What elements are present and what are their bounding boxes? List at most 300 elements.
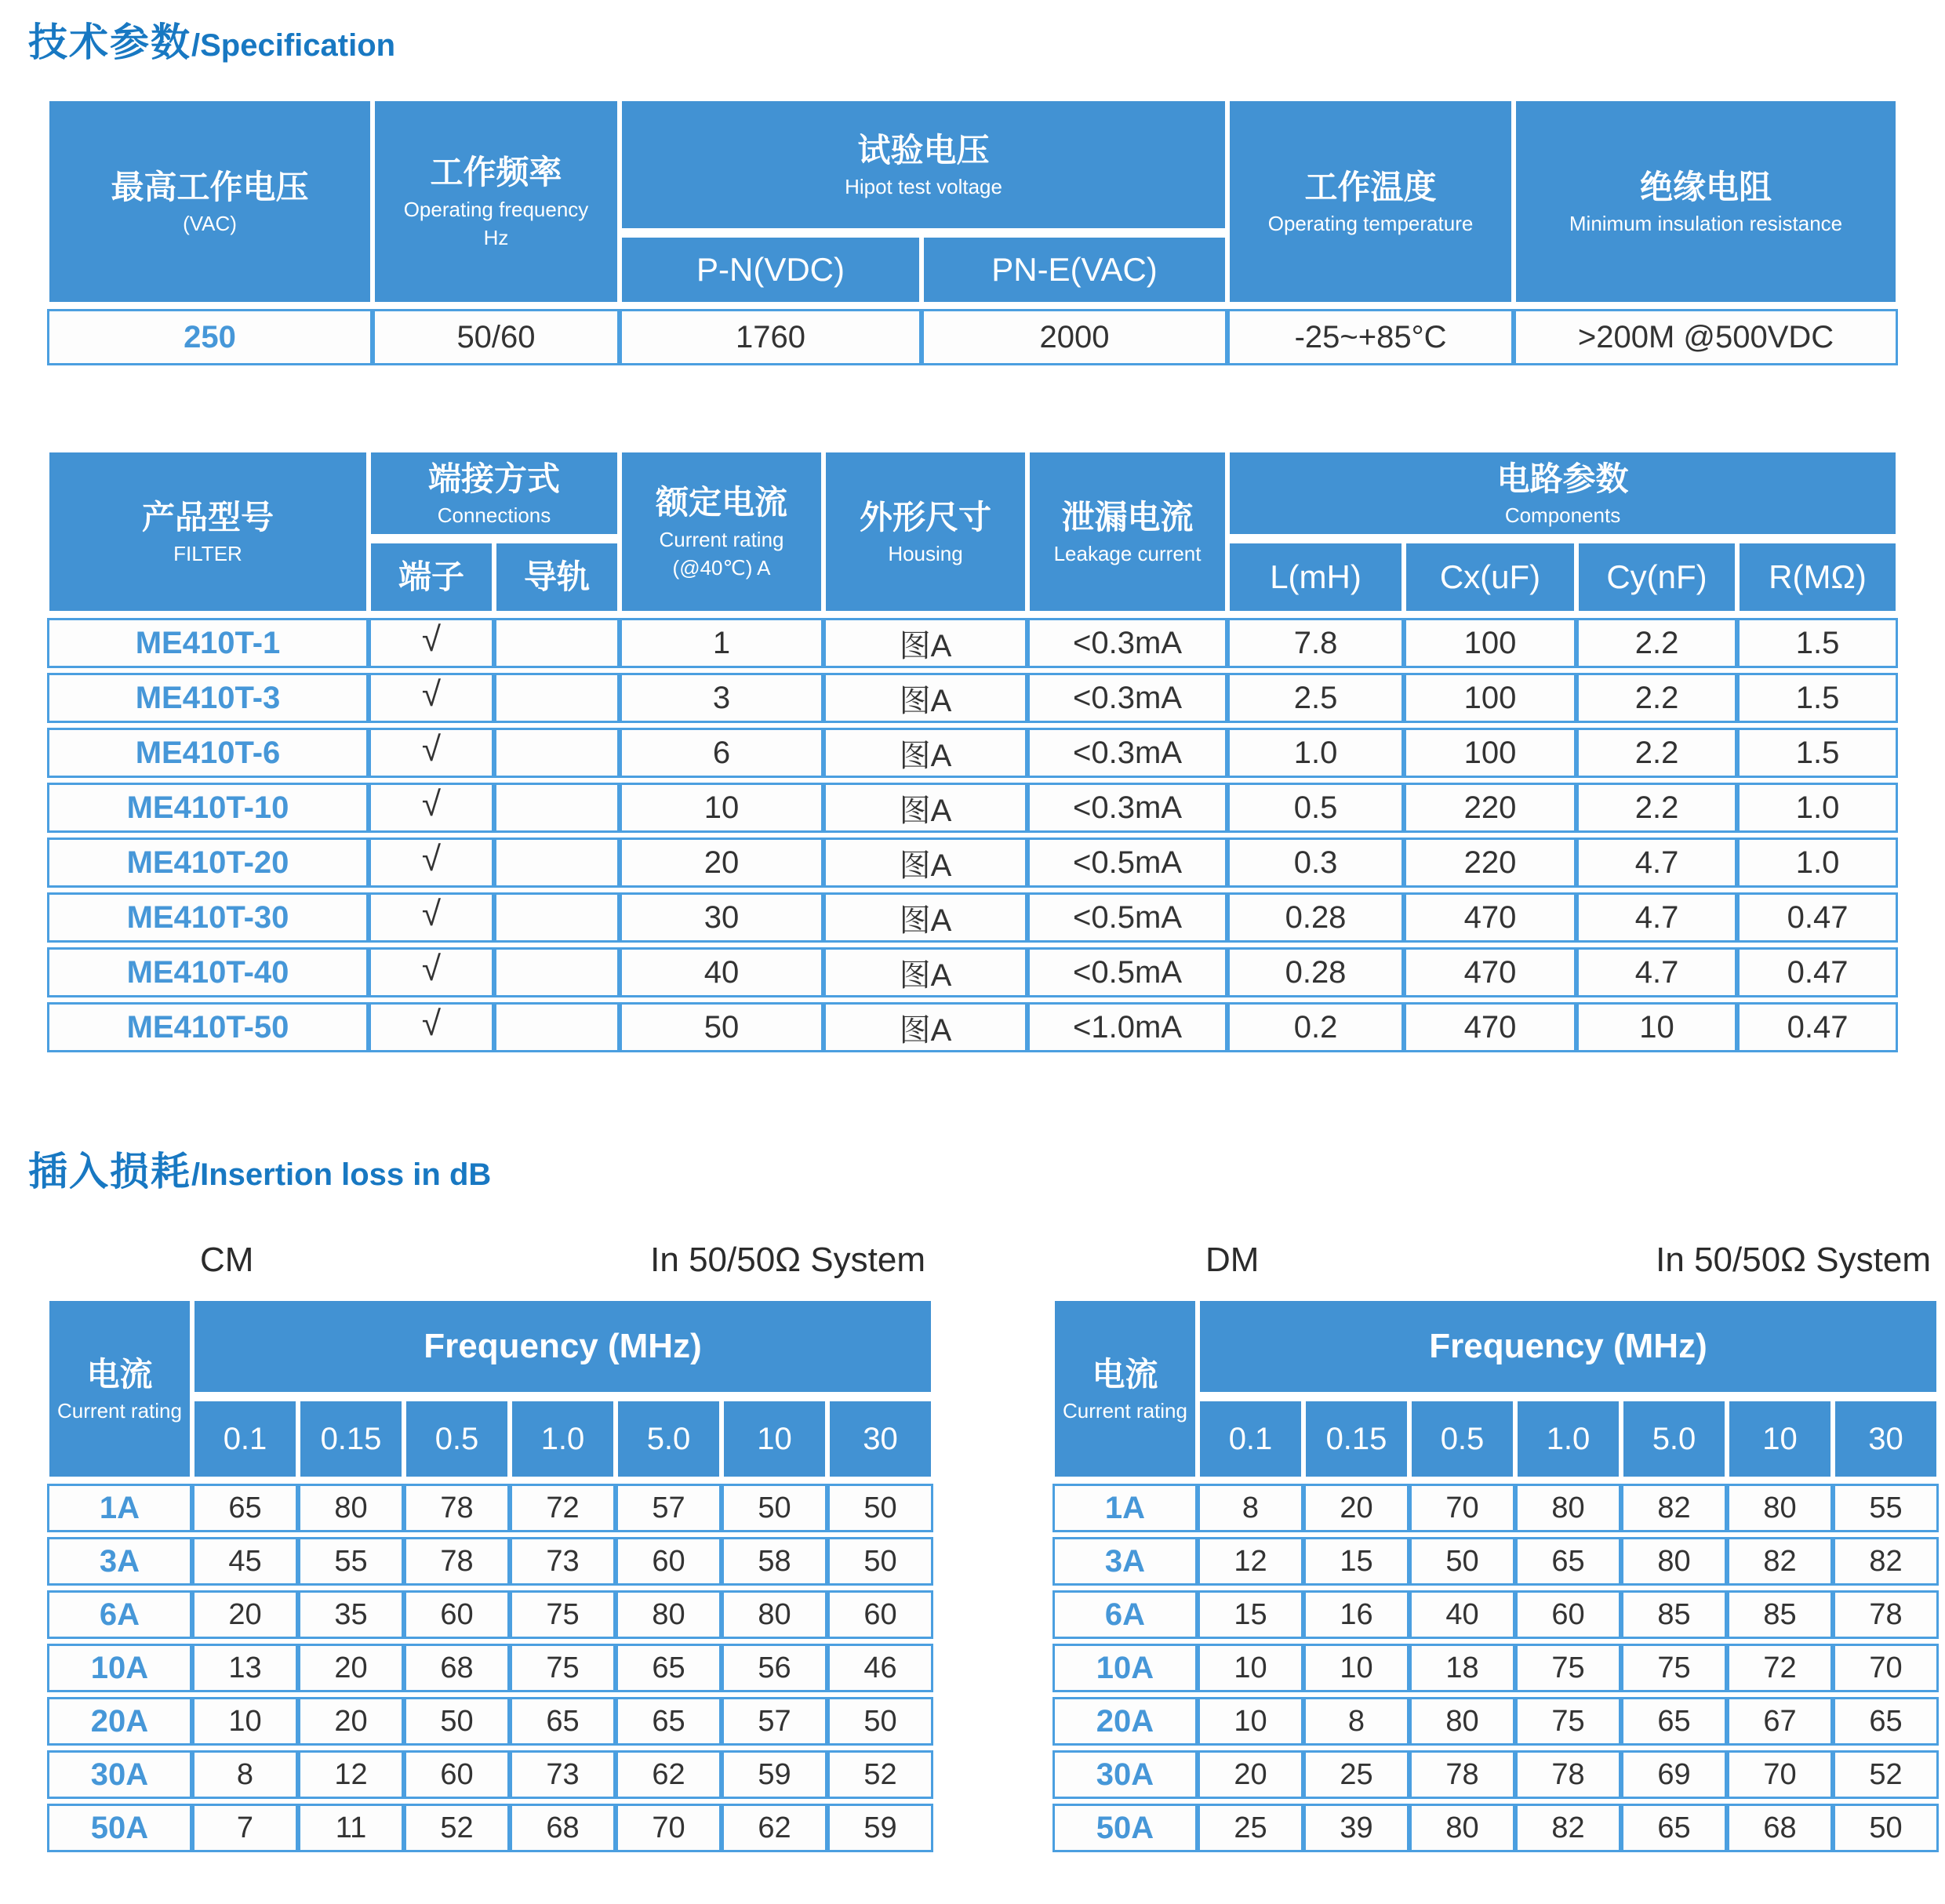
value-cell: 4.7 — [1576, 892, 1737, 943]
value-cell: <0.3mA — [1027, 673, 1227, 723]
value-cell: 0.2 — [1227, 1002, 1404, 1052]
value-cell: 68 — [404, 1644, 510, 1692]
model-table — [47, 445, 1898, 1057]
cm-freq-0.5: 0.5 — [404, 1399, 510, 1479]
value-cell: 75 — [510, 1590, 616, 1639]
table-row — [47, 728, 1898, 778]
value-cell: 2000 — [922, 309, 1227, 365]
value-cell: 78 — [1833, 1590, 1939, 1639]
insulation-header — [1514, 99, 1898, 304]
value-cell: 2.5 — [1227, 673, 1404, 723]
value-cell: 82 — [1727, 1537, 1833, 1586]
rail-header: 导轨 — [494, 541, 620, 613]
row-label-cell: 10A — [1052, 1644, 1198, 1692]
value-cell: 52 — [1833, 1750, 1939, 1799]
row-label-cell: 20A — [1052, 1697, 1198, 1746]
cm-table — [47, 1294, 933, 1857]
row-label-cell: 6A — [47, 1590, 192, 1639]
value-cell: 图A — [823, 892, 1027, 943]
value-cell: √ — [369, 1002, 494, 1052]
value-cell — [494, 947, 620, 997]
value-cell: 59 — [722, 1750, 827, 1799]
dm-freq-10: 10 — [1727, 1399, 1833, 1479]
value-cell: 0.47 — [1737, 947, 1898, 997]
table-row — [1052, 1804, 1939, 1852]
table-row — [1052, 1750, 1939, 1799]
value-cell: 11 — [298, 1804, 404, 1852]
value-cell: 0.28 — [1227, 947, 1404, 997]
terminal-header: 端子 — [369, 541, 494, 613]
row-label-cell: ME410T-1 — [47, 618, 369, 668]
value-cell: √ — [369, 892, 494, 943]
insertion-title-en: /Insertion loss in dB — [191, 1157, 492, 1192]
dm-label: DM — [1205, 1241, 1260, 1279]
value-cell: 78 — [404, 1484, 510, 1532]
value-cell: 52 — [404, 1804, 510, 1852]
row-label-cell: ME410T-3 — [47, 673, 369, 723]
value-cell: 图A — [823, 783, 1027, 833]
spec-title-zh: 技术参数 — [28, 20, 191, 64]
value-cell: 62 — [722, 1804, 827, 1852]
row-label-cell: 1A — [47, 1484, 192, 1532]
table-row — [1052, 1590, 1939, 1639]
row-label-cell: 250 — [47, 309, 373, 365]
model-zh: 产品型号 — [141, 498, 274, 536]
value-cell: 图A — [823, 618, 1027, 668]
insulation-zh: 绝缘电阻 — [1640, 168, 1772, 205]
value-cell: 10 — [1198, 1697, 1303, 1746]
value-cell: 18 — [1409, 1644, 1515, 1692]
table-row — [47, 783, 1898, 833]
model-header — [47, 450, 369, 613]
row-label-cell: ME410T-40 — [47, 947, 369, 997]
value-cell — [494, 673, 620, 723]
row-label-cell: ME410T-6 — [47, 728, 369, 778]
housing-header — [823, 450, 1027, 613]
value-cell: 470 — [1404, 1002, 1576, 1052]
value-cell: 2.2 — [1576, 783, 1737, 833]
value-cell: 50/60 — [373, 309, 620, 365]
value-cell: >200M @500VDC — [1514, 309, 1898, 365]
value-cell: 8 — [1198, 1484, 1303, 1532]
dm-table — [1052, 1294, 1939, 1857]
cm-caption — [47, 1241, 933, 1280]
value-cell: 60 — [404, 1590, 510, 1639]
max-voltage-zh: 最高工作电压 — [111, 168, 309, 205]
value-cell: 15 — [1303, 1537, 1409, 1586]
value-cell: 68 — [510, 1804, 616, 1852]
value-cell: 57 — [616, 1484, 722, 1532]
value-cell: <1.0mA — [1027, 1002, 1227, 1052]
value-cell — [494, 783, 620, 833]
value-cell: <0.3mA — [1027, 728, 1227, 778]
value-cell: 68 — [1727, 1804, 1833, 1852]
value-cell: 0.3 — [1227, 838, 1404, 888]
value-cell: 图A — [823, 947, 1027, 997]
table-row — [1052, 1697, 1939, 1746]
value-cell: 50 — [827, 1484, 933, 1532]
hipot-pne-vac-header: PN-E(VAC) — [922, 235, 1227, 304]
table-row — [47, 892, 1898, 943]
housing-zh: 外形尺寸 — [860, 498, 992, 536]
hipot-header — [620, 99, 1227, 231]
value-cell: 65 — [1833, 1697, 1939, 1746]
hipot-en: Hipot test voltage — [845, 175, 1002, 198]
row-label-cell: 30A — [47, 1750, 192, 1799]
value-cell: 20 — [1303, 1484, 1409, 1532]
temperature-zh: 工作温度 — [1304, 168, 1437, 205]
value-cell: 80 — [1621, 1537, 1727, 1586]
components-en: Components — [1504, 503, 1621, 527]
comp-cy-header: Cy(nF) — [1576, 541, 1737, 613]
value-cell: 73 — [510, 1750, 616, 1799]
insulation-en: Minimum insulation resistance — [1569, 212, 1843, 235]
table-row — [47, 1750, 933, 1799]
dm-current-header — [1052, 1299, 1198, 1479]
value-cell: 78 — [1409, 1750, 1515, 1799]
value-cell: 58 — [722, 1537, 827, 1586]
value-cell: 75 — [1621, 1644, 1727, 1692]
value-cell: 0.5 — [1227, 783, 1404, 833]
cm-current-header — [47, 1299, 192, 1479]
value-cell: 40 — [1409, 1590, 1515, 1639]
value-cell: √ — [369, 673, 494, 723]
model-en: FILTER — [173, 542, 242, 565]
cm-freq-5.0: 5.0 — [616, 1399, 722, 1479]
cm-freq-10: 10 — [722, 1399, 827, 1479]
value-cell: 65 — [1621, 1697, 1727, 1746]
value-cell: 25 — [1303, 1750, 1409, 1799]
value-cell: 图A — [823, 838, 1027, 888]
value-cell: <0.3mA — [1027, 618, 1227, 668]
value-cell: 8 — [1303, 1697, 1409, 1746]
value-cell: 65 — [192, 1484, 298, 1532]
value-cell: 80 — [1409, 1697, 1515, 1746]
value-cell: 65 — [1621, 1804, 1727, 1852]
value-cell: 60 — [827, 1590, 933, 1639]
value-cell: 8 — [192, 1750, 298, 1799]
frequency-header — [373, 99, 620, 304]
value-cell: 12 — [1198, 1537, 1303, 1586]
value-cell: 10 — [620, 783, 823, 833]
value-cell: 70 — [1833, 1644, 1939, 1692]
value-cell: 82 — [1515, 1804, 1621, 1852]
value-cell: 100 — [1404, 673, 1576, 723]
value-cell: 70 — [616, 1804, 722, 1852]
table-row — [47, 838, 1898, 888]
value-cell: √ — [369, 618, 494, 668]
dm-block — [1052, 1241, 1939, 1857]
value-cell — [494, 892, 620, 943]
value-cell: <0.3mA — [1027, 783, 1227, 833]
value-cell: 50 — [827, 1697, 933, 1746]
value-cell — [494, 618, 620, 668]
value-cell: 6 — [620, 728, 823, 778]
dm-freq-5.0: 5.0 — [1621, 1399, 1727, 1479]
value-cell: 60 — [616, 1537, 722, 1586]
value-cell: 67 — [1727, 1697, 1833, 1746]
value-cell: 50 — [404, 1697, 510, 1746]
connections-header — [369, 450, 620, 536]
value-cell: 30 — [620, 892, 823, 943]
row-label-cell: 6A — [1052, 1590, 1198, 1639]
value-cell: 1.5 — [1737, 728, 1898, 778]
value-cell: 470 — [1404, 892, 1576, 943]
cm-block — [47, 1241, 933, 1857]
value-cell: 4.7 — [1576, 838, 1737, 888]
value-cell: 60 — [1515, 1590, 1621, 1639]
value-cell: 75 — [1515, 1644, 1621, 1692]
value-cell: 220 — [1404, 783, 1576, 833]
value-cell: 59 — [827, 1804, 933, 1852]
leakage-zh: 泄漏电流 — [1061, 498, 1194, 536]
value-cell — [494, 728, 620, 778]
value-cell: 100 — [1404, 618, 1576, 668]
table-row — [1052, 1484, 1939, 1532]
cm-freq-30: 30 — [827, 1399, 933, 1479]
max-voltage-unit: (VAC) — [183, 212, 237, 235]
dm-frequency-header: Frequency (MHz) — [1198, 1299, 1939, 1394]
value-cell: 图A — [823, 1002, 1027, 1052]
value-cell: 75 — [510, 1644, 616, 1692]
value-cell: 0.28 — [1227, 892, 1404, 943]
value-cell: 图A — [823, 673, 1027, 723]
value-cell: 78 — [1515, 1750, 1621, 1799]
value-cell: 72 — [510, 1484, 616, 1532]
value-cell: 70 — [1727, 1750, 1833, 1799]
value-cell: 1.0 — [1737, 783, 1898, 833]
value-cell: 1.0 — [1227, 728, 1404, 778]
value-cell: 1.0 — [1737, 838, 1898, 888]
value-cell: 3 — [620, 673, 823, 723]
value-cell: 0.47 — [1737, 1002, 1898, 1052]
value-cell: 55 — [298, 1537, 404, 1586]
value-cell: 82 — [1833, 1537, 1939, 1586]
current-rating-header — [620, 450, 823, 613]
value-cell: √ — [369, 947, 494, 997]
table-row — [47, 947, 1898, 997]
value-cell: 13 — [192, 1644, 298, 1692]
cm-current-zh: 电流 — [86, 1355, 153, 1393]
cm-system-label: In 50/50Ω System — [650, 1241, 925, 1279]
row-label-cell: ME410T-10 — [47, 783, 369, 833]
value-cell: 39 — [1303, 1804, 1409, 1852]
value-cell: 220 — [1404, 838, 1576, 888]
row-label-cell: 50A — [1052, 1804, 1198, 1852]
row-label-cell: 3A — [47, 1537, 192, 1586]
table-row — [47, 1644, 933, 1692]
dm-current-en: Current rating — [1063, 1399, 1187, 1423]
value-cell: 46 — [827, 1644, 933, 1692]
row-label-cell: 10A — [47, 1644, 192, 1692]
cm-freq-1.0: 1.0 — [510, 1399, 616, 1479]
table-row — [47, 1804, 933, 1852]
value-cell: 1.5 — [1737, 673, 1898, 723]
value-cell: 0.47 — [1737, 892, 1898, 943]
value-cell: 65 — [616, 1644, 722, 1692]
comp-cx-header: Cx(uF) — [1404, 541, 1576, 613]
leakage-en: Leakage current — [1053, 542, 1202, 565]
value-cell: 60 — [404, 1750, 510, 1799]
value-cell: -25~+85°C — [1227, 309, 1514, 365]
value-cell: 85 — [1727, 1590, 1833, 1639]
value-cell: 1 — [620, 618, 823, 668]
value-cell — [494, 1002, 620, 1052]
frequency-en: Operating frequency — [403, 197, 589, 221]
spec-table-body — [47, 309, 1898, 365]
value-cell: √ — [369, 728, 494, 778]
value-cell: 82 — [1621, 1484, 1727, 1532]
value-cell: 65 — [1515, 1537, 1621, 1586]
table-row — [1052, 1537, 1939, 1586]
dm-freq-0.5: 0.5 — [1409, 1399, 1515, 1479]
value-cell: 2.2 — [1576, 618, 1737, 668]
model-table-body — [47, 618, 1898, 1052]
value-cell: 50 — [827, 1537, 933, 1586]
value-cell: 50 — [1833, 1804, 1939, 1852]
temperature-header — [1227, 99, 1514, 304]
row-label-cell: 3A — [1052, 1537, 1198, 1586]
value-cell: <0.5mA — [1027, 947, 1227, 997]
dm-current-zh: 电流 — [1092, 1355, 1158, 1393]
table-row — [47, 1590, 933, 1639]
insertion-title-zh: 插入损耗 — [28, 1150, 191, 1194]
row-label-cell: 20A — [47, 1697, 192, 1746]
current-rating-note: (@40℃) A — [672, 556, 771, 580]
frequency-unit: Hz — [483, 226, 509, 250]
value-cell: 7 — [192, 1804, 298, 1852]
value-cell: 65 — [616, 1697, 722, 1746]
current-rating-en: Current rating — [659, 527, 784, 551]
insertion-loss-tables — [47, 1241, 1945, 1857]
frequency-zh: 工作频率 — [430, 154, 562, 191]
value-cell: 73 — [510, 1537, 616, 1586]
row-label-cell: 30A — [1052, 1750, 1198, 1799]
value-cell: 80 — [1515, 1484, 1621, 1532]
table-row — [47, 1002, 1898, 1052]
value-cell: 72 — [1727, 1644, 1833, 1692]
table-row — [47, 1697, 933, 1746]
value-cell: 75 — [1515, 1697, 1621, 1746]
value-cell: 100 — [1404, 728, 1576, 778]
value-cell: 80 — [616, 1590, 722, 1639]
value-cell: 45 — [192, 1537, 298, 1586]
table-row — [47, 1537, 933, 1586]
table-row — [1052, 1644, 1939, 1692]
row-label-cell: ME410T-50 — [47, 1002, 369, 1052]
row-label-cell: 1A — [1052, 1484, 1198, 1532]
dm-freq-0.15: 0.15 — [1303, 1399, 1409, 1479]
value-cell: <0.5mA — [1027, 838, 1227, 888]
value-cell: 52 — [827, 1750, 933, 1799]
connections-zh: 端接方式 — [428, 460, 561, 497]
value-cell: 56 — [722, 1644, 827, 1692]
value-cell: 80 — [298, 1484, 404, 1532]
cm-current-en: Current rating — [57, 1399, 182, 1423]
value-cell: 2.2 — [1576, 673, 1737, 723]
value-cell: √ — [369, 838, 494, 888]
value-cell: 55 — [1833, 1484, 1939, 1532]
value-cell: 16 — [1303, 1590, 1409, 1639]
value-cell: 50 — [722, 1484, 827, 1532]
cm-freq-0.15: 0.15 — [298, 1399, 404, 1479]
housing-en: Housing — [888, 542, 963, 565]
comp-l-header: L(mH) — [1227, 541, 1404, 613]
dm-system-label: In 50/50Ω System — [1656, 1241, 1931, 1279]
table-row — [47, 1484, 933, 1532]
spec-title-en: /Specification — [191, 28, 396, 63]
value-cell: 7.8 — [1227, 618, 1404, 668]
row-label-cell: ME410T-30 — [47, 892, 369, 943]
value-cell: 20 — [298, 1644, 404, 1692]
value-cell: 20 — [192, 1590, 298, 1639]
value-cell: 78 — [404, 1537, 510, 1586]
spec-table — [47, 94, 1898, 370]
value-cell: 70 — [1409, 1484, 1515, 1532]
table-row — [47, 673, 1898, 723]
cm-label: CM — [200, 1241, 254, 1279]
value-cell: 1.5 — [1737, 618, 1898, 668]
value-cell: 35 — [298, 1590, 404, 1639]
value-cell: 1760 — [620, 309, 922, 365]
value-cell: 15 — [1198, 1590, 1303, 1639]
dm-freq-1.0: 1.0 — [1515, 1399, 1621, 1479]
value-cell: 12 — [298, 1750, 404, 1799]
cm-table-body — [47, 1484, 933, 1852]
table-row — [47, 309, 1898, 365]
hipot-zh: 试验电压 — [857, 131, 990, 169]
value-cell: √ — [369, 783, 494, 833]
value-cell: 40 — [620, 947, 823, 997]
row-label-cell: 50A — [47, 1804, 192, 1852]
insertion-section-title — [28, 1140, 1945, 1197]
value-cell: 25 — [1198, 1804, 1303, 1852]
value-cell: <0.5mA — [1027, 892, 1227, 943]
leakage-header — [1027, 450, 1227, 613]
components-header — [1227, 450, 1898, 536]
value-cell: 10 — [1198, 1644, 1303, 1692]
value-cell: 20 — [620, 838, 823, 888]
dm-freq-30: 30 — [1833, 1399, 1939, 1479]
value-cell: 10 — [1576, 1002, 1737, 1052]
connections-en: Connections — [437, 503, 551, 527]
comp-r-header: R(MΩ) — [1737, 541, 1898, 613]
spec-section-title — [28, 11, 1945, 67]
value-cell: 62 — [616, 1750, 722, 1799]
value-cell: 85 — [1621, 1590, 1727, 1639]
value-cell: 80 — [1727, 1484, 1833, 1532]
value-cell: 69 — [1621, 1750, 1727, 1799]
dm-table-body — [1052, 1484, 1939, 1852]
cm-freq-0.1: 0.1 — [192, 1399, 298, 1479]
value-cell: 4.7 — [1576, 947, 1737, 997]
value-cell: 10 — [1303, 1644, 1409, 1692]
value-cell — [494, 838, 620, 888]
value-cell: 57 — [722, 1697, 827, 1746]
max-voltage-header — [47, 99, 373, 304]
value-cell: 10 — [192, 1697, 298, 1746]
value-cell: 80 — [722, 1590, 827, 1639]
current-rating-zh: 额定电流 — [656, 484, 788, 521]
components-zh: 电路参数 — [1496, 460, 1629, 497]
dm-caption — [1052, 1241, 1939, 1280]
value-cell: 20 — [298, 1697, 404, 1746]
value-cell: 50 — [1409, 1537, 1515, 1586]
value-cell: 图A — [823, 728, 1027, 778]
value-cell: 80 — [1409, 1804, 1515, 1852]
table-row — [47, 618, 1898, 668]
temperature-en: Operating temperature — [1267, 212, 1474, 235]
